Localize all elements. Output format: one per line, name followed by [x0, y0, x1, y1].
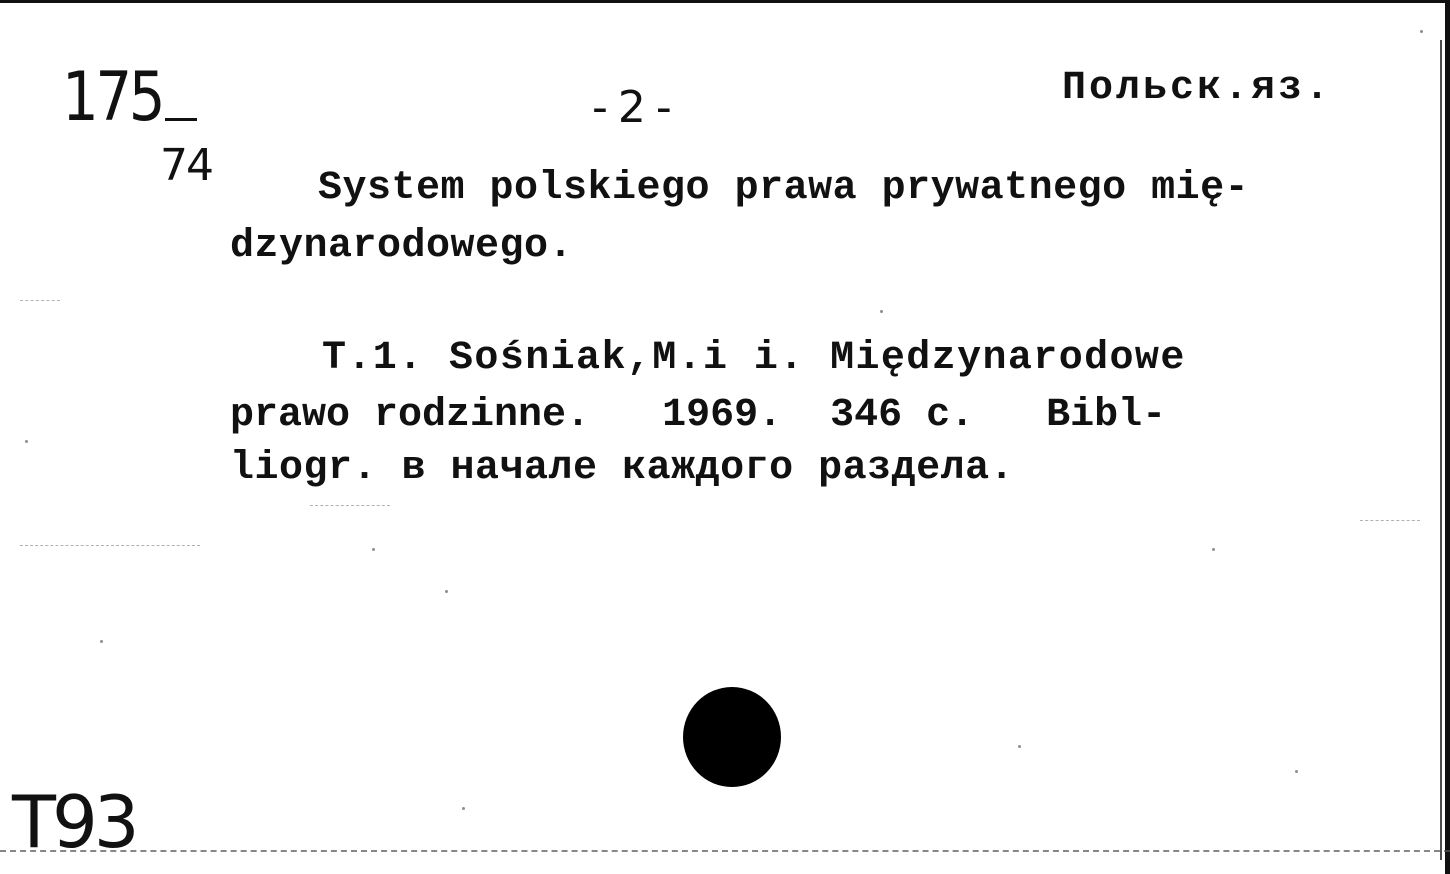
scan-noise — [1295, 770, 1298, 773]
volume-line-2: prawo rodzinne. 1969. 346 с. Bibl- — [230, 393, 1167, 438]
scan-noise — [1212, 548, 1215, 551]
scan-noise — [445, 590, 448, 593]
scan-noise — [880, 310, 883, 313]
scan-noise — [100, 640, 103, 643]
title-line-1: System polskiego prawa prywatnego mię- — [318, 166, 1250, 211]
scan-noise — [20, 545, 200, 547]
card-right-inner-edge — [1440, 40, 1442, 860]
scan-noise — [20, 300, 60, 302]
shelfmark-sub: 74 — [160, 140, 212, 191]
scan-noise — [1420, 30, 1423, 33]
title-line-2: dzynarodowego. — [230, 224, 574, 269]
page-marker: -2- — [592, 82, 682, 133]
bottom-code: T93 — [12, 780, 136, 864]
scan-noise — [1360, 520, 1420, 522]
volume-line-1: T.1. Sośniak,M.i i. Międzynarodowe — [322, 336, 1186, 381]
shelfmark-underline — [165, 118, 197, 121]
scan-noise — [310, 505, 390, 507]
card-top-edge — [0, 0, 1450, 3]
scan-noise — [462, 807, 465, 810]
scan-noise — [1018, 745, 1021, 748]
language-label: Польск.яз. — [1062, 66, 1333, 111]
card-right-edge — [1445, 0, 1450, 874]
volume-line-3: liogr. в начале каждого раздела. — [230, 446, 1015, 491]
shelfmark: 175 — [62, 58, 163, 137]
punch-hole — [683, 687, 781, 787]
scan-noise — [372, 548, 375, 551]
card-bottom-edge — [0, 850, 1450, 854]
scan-noise — [25, 440, 28, 443]
